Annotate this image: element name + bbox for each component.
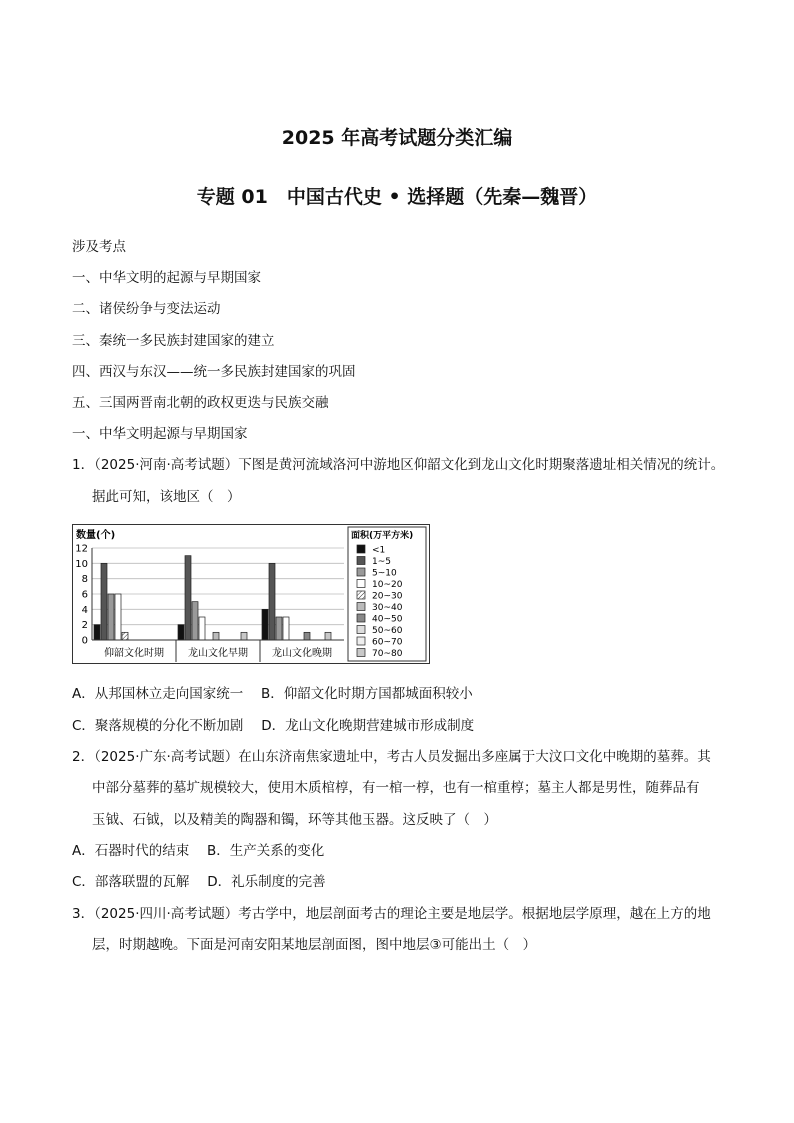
section-heading: 一、中华文明起源与早期国家	[72, 426, 248, 442]
bar	[276, 617, 282, 640]
legend-swatch	[357, 649, 365, 657]
legend-swatch	[357, 626, 365, 634]
topic-item-1: 一、中华文明的起源与早期国家	[72, 270, 261, 286]
y-tick-label: 2	[81, 620, 88, 632]
settlement-bar-chart	[72, 524, 430, 664]
legend-label: 5~10	[372, 568, 397, 579]
topic-item-4: 四、西汉与东汉——统一多民族封建国家的巩固	[72, 364, 356, 380]
topics-heading: 涉及考点	[72, 239, 126, 255]
topic-item-3: 三、秦统一多民族封建国家的建立	[72, 333, 275, 349]
legend-label: 50~60	[372, 626, 403, 636]
bar	[101, 563, 107, 640]
bar	[213, 632, 219, 640]
q2-options-line-2: C．部落联盟的瓦解 D．礼乐制度的完善	[72, 874, 326, 890]
q2-options-line-1: A．石器时代的结束 B．生产关系的变化	[72, 843, 325, 859]
bar	[269, 563, 275, 640]
legend-swatch	[357, 591, 365, 599]
q2-stem-line-1: 2．（2025·广东·高考试题）在山东济南焦家遗址中，考古人员发掘出多座属于大汶口文化中晚期的墓葬。其	[72, 749, 711, 765]
q1-stem-line-2: 据此可知，该地区（ ）	[92, 489, 241, 505]
legend-swatch	[357, 568, 365, 576]
legend-label: 60~70	[372, 637, 403, 648]
bar	[178, 625, 184, 640]
bar	[94, 625, 100, 640]
legend-swatch	[357, 545, 365, 553]
bar	[115, 594, 121, 640]
q1-options-line-2: C．聚落规模的分化不断加剧 D．龙山文化晚期营建城市形成制度	[72, 718, 475, 734]
topic-item-2: 二、诸侯纷争与变法运动	[72, 301, 221, 317]
y-tick-label: 4	[81, 604, 88, 616]
legend-swatch	[357, 557, 365, 565]
topic-item-5: 五、三国两晋南北朝的政权更迭与民族交融	[72, 395, 329, 411]
legend-swatch	[357, 637, 365, 645]
document-title: 2025 年高考试题分类汇编	[281, 127, 513, 149]
bar	[262, 609, 268, 640]
q1-stem-line-1: 1．（2025·河南·高考试题）下图是黄河流域洛河中游地区仰韶文化到龙山文化时期聚落遗址相关情况的统计。	[72, 457, 725, 473]
q3-stem-line-2: 层，时期越晚。下面是河南安阳某地层剖面图，图中地层③可能出土（ ）	[92, 937, 537, 953]
legend-label: 1~5	[372, 557, 391, 567]
bar	[192, 602, 198, 640]
y-tick-label: 6	[81, 589, 88, 601]
y-tick-label: 12	[75, 543, 88, 555]
legend-title: 面积(万平方米)	[351, 531, 414, 541]
legend-label: <1	[372, 545, 386, 556]
x-category-label: 仰韶文化时期	[104, 648, 164, 659]
bar	[304, 632, 310, 640]
document-subtitle: 专题 01 中国古代史 • 选择题（先秦—魏晋）	[196, 186, 598, 208]
q2-stem-line-2: 中部分墓葬的墓圹规模较大，使用木质棺椁，有一棺一椁，也有一棺重椁；墓主人都是男性，随葬品有	[92, 780, 700, 796]
legend-label: 10~20	[372, 580, 403, 590]
bar	[241, 632, 247, 640]
bar	[185, 556, 191, 640]
legend-label: 70~80	[372, 649, 403, 659]
bar	[199, 617, 205, 640]
y-tick-label: 10	[75, 558, 88, 570]
legend-swatch	[357, 603, 365, 611]
bar	[283, 617, 289, 640]
legend-label: 40~50	[372, 614, 403, 625]
y-tick-label: 8	[81, 574, 88, 586]
legend-swatch	[357, 614, 365, 622]
x-category-label: 龙山文化早期	[188, 648, 248, 659]
x-category-label: 龙山文化晚期	[272, 648, 332, 659]
legend-swatch	[357, 580, 365, 588]
bar	[108, 594, 114, 640]
legend-label: 20~30	[372, 591, 403, 602]
y-tick-label: 0	[81, 635, 88, 647]
q2-stem-line-3: 玉钺、石钺，以及精美的陶器和镯，环等其他玉器。这反映了（ ）	[92, 812, 497, 828]
q3-stem-line-1: 3．（2025·四川·高考试题）考古学中，地层剖面考古的理论主要是地层学。根据地层学原理，越在上方的地	[72, 906, 711, 922]
bar	[325, 632, 331, 640]
q1-options-line-1: A．从邦国林立走向国家统一 B．仰韶文化时期方国都城面积较小	[72, 686, 473, 702]
legend-label: 30~40	[372, 603, 403, 613]
chart-legend	[348, 527, 426, 661]
chart-y-axis-label: 数量(个)	[76, 530, 116, 541]
bar	[122, 632, 128, 640]
